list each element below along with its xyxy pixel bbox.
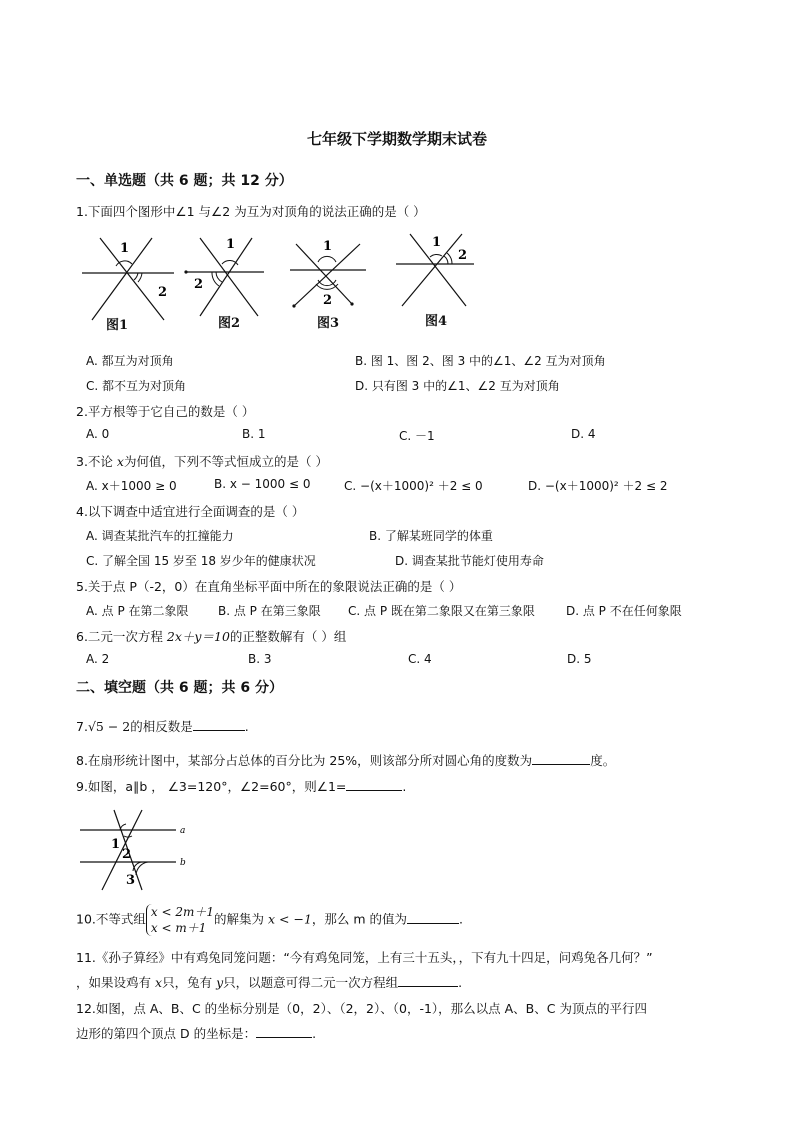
- question-8-text: [76, 751, 615, 769]
- question-5-text: 5.关于点 P（-2，0）在直角坐标平面中所在的象限说法正确的是（ ）: [76, 579, 462, 594]
- question-6-option-d[interactable]: D. 5: [567, 652, 592, 666]
- question-3-text: [76, 452, 328, 470]
- figure-2-diagram: [186, 238, 296, 328]
- question-10-post: ，那么 m 的值为: [311, 911, 408, 927]
- question-5-option-c[interactable]: C. 点 P 既在第二象限又在第三象限: [348, 604, 535, 618]
- question-1-option-b[interactable]: B. 图 1、图 2、图 3 中的∠1、∠2 互为对顶角: [355, 354, 606, 368]
- figure-1-caption: 图1: [106, 318, 129, 333]
- figure-3-diagram: [290, 238, 400, 328]
- question-3-option-d[interactable]: D. −(x＋1000)² ＋2 ≤ 2: [528, 479, 668, 493]
- q9-angle-2-label: 2: [122, 847, 132, 862]
- question-7-pre: 7.: [76, 719, 88, 734]
- question-6-option-c[interactable]: C. 4: [408, 652, 432, 666]
- fig1-angle-2-label: 2: [158, 285, 168, 300]
- question-12-line-1: 12.如图，点 A、B、C 的坐标分别是（0，2）、（2，2）、（0，-1），那么以点 A、B、C 为顶点的平行四: [76, 1001, 647, 1016]
- question-10-inequality-system: [146, 904, 214, 936]
- fig4-angle-1-label: 1: [432, 235, 442, 250]
- question-3-option-a[interactable]: A. x＋1000 ≥ 0: [86, 479, 177, 493]
- fig2-angle-1-label: 1: [226, 237, 236, 252]
- q9-angle-3-label: 3: [126, 873, 136, 888]
- question-12-end: .: [312, 1026, 317, 1041]
- fig1-angle-1-label: 1: [120, 241, 130, 256]
- section-heading-single-choice: 一、单选题（共 6 题；共 12 分）: [76, 173, 293, 189]
- question-11-answer-blank[interactable]: [398, 974, 458, 987]
- question-7-expression: √5 − 2: [87, 719, 131, 734]
- question-1-option-a[interactable]: A. 都互为对顶角: [86, 354, 174, 368]
- question-11-post: 只，以题意可得二元一次方程组: [223, 975, 399, 990]
- question-11-var-y: y: [216, 975, 224, 990]
- question-3-option-c[interactable]: C. −(x＋1000)² ＋2 ≤ 0: [344, 479, 483, 493]
- question-9-text: [76, 777, 406, 795]
- question-11-line-1: 11.《孙子算经》中有鸡兔同笼问题：“今有鸡兔同笼，上有三十五头，，下有九十四足，问鸡兔各几何？”: [76, 950, 653, 965]
- question-7-post: 的相反数是: [130, 719, 193, 734]
- question-2-option-c[interactable]: C. －1: [399, 429, 435, 443]
- question-1-option-c[interactable]: C. 都不互为对顶角: [86, 379, 187, 393]
- figure-4-diagram: [396, 234, 506, 324]
- figure-1-diagram: [82, 238, 192, 328]
- fig3-angle-1-label: 1: [323, 239, 333, 254]
- question-3-post: 为何值，下列不等式恒成立的是（ ）: [123, 454, 328, 469]
- question-12-line-2: [76, 1024, 316, 1042]
- question-11-mid: 只，兔有: [162, 975, 213, 990]
- question-2-option-b[interactable]: B. 1: [242, 427, 266, 441]
- section-heading-fill-in: 二、填空题（共 6 题；共 6 分）: [76, 680, 283, 696]
- question-11-var-x: x: [155, 975, 163, 990]
- question-10-inequality-2: x < m＋1: [150, 921, 207, 935]
- question-3-variable: x: [116, 454, 124, 469]
- figure-4-caption: 图4: [425, 314, 448, 329]
- question-4-option-c[interactable]: C. 了解全国 15 岁至 18 岁少年的健康状况: [86, 554, 316, 568]
- question-10-end: .: [459, 911, 464, 927]
- page-title: 七年级下学期数学期末试卷: [306, 130, 487, 148]
- fig2-angle-2-label: 2: [194, 277, 204, 292]
- question-10-inequality-1: x < 2m＋1: [150, 905, 214, 919]
- fig4-angle-2-label: 2: [458, 248, 468, 263]
- question-8-body: 8.在扇形统计图中，某部分占总体的百分比为 25%，则该部分所对圆心角的度数为: [76, 753, 533, 768]
- question-10-solution: x < −1: [268, 911, 312, 927]
- question-7-answer-blank[interactable]: [193, 718, 245, 731]
- question-11-end: .: [458, 975, 463, 990]
- figure-2-caption: 图2: [218, 316, 241, 331]
- question-6-option-a[interactable]: A. 2: [86, 652, 110, 666]
- question-8-answer-blank[interactable]: [532, 752, 590, 765]
- question-7-end: .: [244, 719, 249, 734]
- question-9-parallel-lines-diagram: [80, 804, 200, 896]
- fig3-angle-2-label: 2: [323, 293, 333, 308]
- question-12-body: 边形的第四个顶点 D 的坐标是：: [76, 1026, 257, 1041]
- question-8-end: 度。: [590, 753, 616, 768]
- question-7-text: [76, 717, 249, 735]
- q9-angle-1-label: 1: [111, 837, 121, 852]
- question-6-pre: 6.二元一次方程: [76, 629, 163, 644]
- question-2-text: 2.平方根等于它自己的数是（ ）: [76, 404, 255, 419]
- question-1-text: 1.下面四个图形中∠1 与∠2 为互为对顶角的说法正确的是（ ）: [76, 204, 426, 219]
- question-4-option-b[interactable]: B. 了解某班同学的体重: [369, 529, 493, 543]
- question-9-body: 9.如图，a∥b ， ∠3=120°，∠2=60°，则∠1=: [76, 779, 347, 794]
- line-b-label: b: [180, 858, 186, 868]
- question-6-post: 的正整数解有（ ）组: [229, 629, 347, 644]
- question-9-end: .: [402, 779, 407, 794]
- question-3-pre: 3.不论: [76, 454, 113, 469]
- question-12-answer-blank[interactable]: [256, 1025, 312, 1038]
- question-11-line-2: [76, 973, 462, 991]
- question-5-option-b[interactable]: B. 点 P 在第三象限: [218, 604, 321, 618]
- question-10-mid: 的解集为: [214, 911, 265, 927]
- question-5-option-d[interactable]: D. 点 P 不在任何象限: [566, 604, 682, 618]
- question-11-pre: ，如果设鸡有: [76, 975, 152, 990]
- figure-3-caption: 图3: [317, 316, 340, 331]
- question-5-option-a[interactable]: A. 点 P 在第二象限: [86, 604, 189, 618]
- question-10-text: [76, 904, 463, 936]
- question-6-equation: 2x＋y＝10: [166, 629, 230, 644]
- question-6-text: [76, 627, 346, 645]
- question-9-answer-blank[interactable]: [346, 778, 402, 791]
- question-3-option-b[interactable]: B. x − 1000 ≤ 0: [214, 477, 311, 491]
- question-6-option-b[interactable]: B. 3: [248, 652, 272, 666]
- question-4-text: 4.以下调查中适宜进行全面调查的是（ ）: [76, 504, 305, 519]
- question-2-option-a[interactable]: A. 0: [86, 427, 110, 441]
- question-4-option-d[interactable]: D. 调查某批节能灯使用寿命: [395, 554, 544, 568]
- question-2-option-d[interactable]: D. 4: [571, 427, 596, 441]
- line-a-label: a: [180, 826, 186, 836]
- question-10-answer-blank[interactable]: [407, 911, 459, 924]
- question-1-option-d[interactable]: D. 只有图 3 中的∠1、∠2 互为对顶角: [355, 379, 560, 393]
- question-4-option-a[interactable]: A. 调查某批汽车的扛撞能力: [86, 529, 234, 543]
- question-10-pre: 10.不等式组: [76, 911, 146, 927]
